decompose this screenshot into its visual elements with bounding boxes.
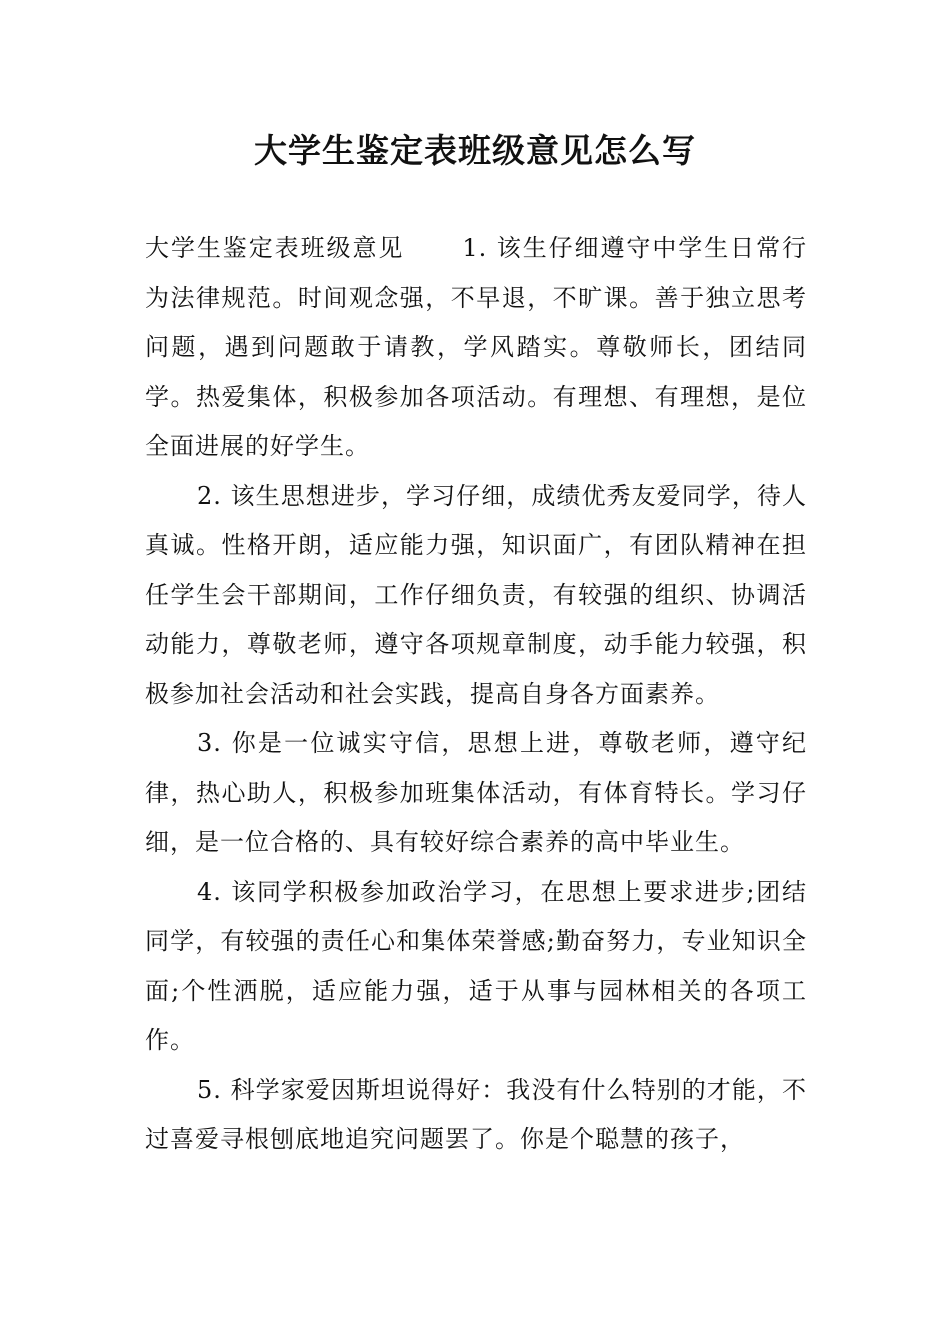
lead-heading: 大学生鉴定表班级意见 [145, 234, 405, 262]
document-body [145, 224, 807, 1165]
document-title: 大学生鉴定表班级意见怎么写 [254, 131, 696, 170]
paragraph-5: 5. 科学家爱因斯坦说得好：我没有什么特别的才能，不过喜爱寻根刨底地追究问题罢了。你是个聪慧的孩子， [145, 1075, 807, 1153]
paragraph-4: 4. 该同学积极参加政治学习，在思想上要求进步;团结同学，有较强的责任心和集体荣誉感;勤奋努力，专业知识全面;个性洒脱，适应能力强，适于从事与园林相关的各项工作。 [145, 877, 807, 1054]
paragraph-1-text: 1. 该生仔细遵守中学生日常行为法律规范。时间观念强，不早退，不旷课。善于独立思考问题，遇到问题敢于请教，学风踏实。尊敬师长，团结同学。热爱集体，积极参加各项活动。有理想、有理想，是位全面进展的好学生。 [145, 234, 808, 460]
paragraph-1 [145, 224, 807, 472]
paragraph-3: 3. 你是一位诚实守信，思想上进，尊敬老师，遵守纪律，热心助人，积极参加班集体活动，有体育特长。学习仔细，是一位合格的、具有较好综合素养的高中毕业生。 [145, 729, 807, 856]
paragraph-2: 2. 该生思想进步，学习仔细，成绩优秀友爱同学，待人真诚。性格开朗，适应能力强，知识面广，有团队精神在担任学生会干部期间，工作仔细负责，有较强的组织、协调活动能力，尊敬老师，遵守各项规章制度，动手能力较强，积极参加社会活动和社会实践，提高自身各方面素养。 [145, 481, 807, 708]
